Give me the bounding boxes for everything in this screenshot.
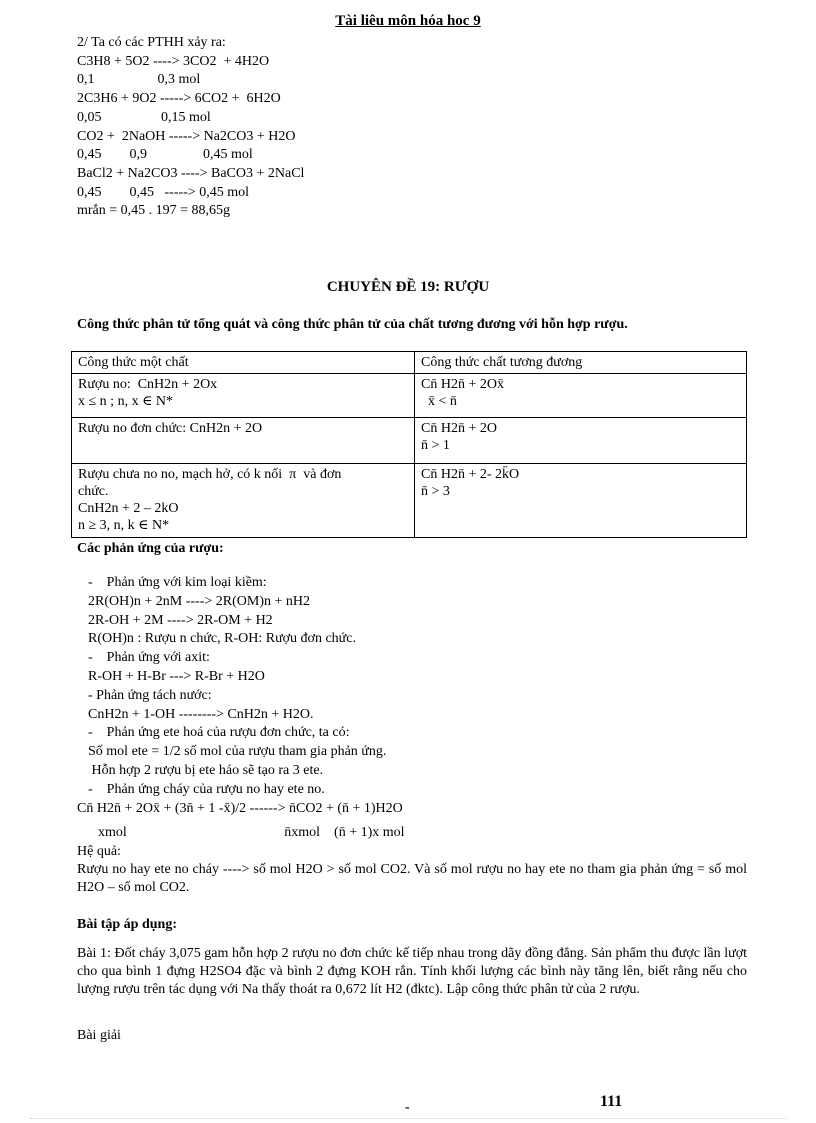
combustion-moles: xmol n̄xmol (n̄ + 1)x mol xyxy=(98,825,405,840)
intro-line: 0,45 0,9 0,45 mol xyxy=(77,147,253,163)
reaction-line: Số mol ete = 1/2 số mol của rượu tham gia phản ứng. xyxy=(88,744,387,760)
cell-line: Cn̄ H2n̄ + 2Ox̄ xyxy=(421,377,504,392)
reaction-line: R(OH)n : Rượu n chức, R-OH: Rượu đơn chức. xyxy=(88,631,356,647)
cell-line: n̄ > 1 xyxy=(421,438,450,453)
table-cell xyxy=(415,374,747,418)
cell-line: Cn̄ H2n̄ + 2O xyxy=(421,421,497,436)
cell-line: Rượu no: CnH2n + 2Ox xyxy=(78,377,218,392)
reaction-line: CnH2n + 1-OH --------> CnH2n + H2O. xyxy=(88,706,314,722)
reaction-line: - Phản ứng ete hoá của rượu đơn chức, ta có: xyxy=(88,725,350,741)
intro-line: C3H8 + 5O2 ----> 3CO2 + 4H2O xyxy=(77,53,270,69)
exercises-heading: Bài tập áp dụng: xyxy=(77,917,177,932)
reaction-line: Hỗn hợp 2 rượu bị ete háo sẽ tạo ra 3 ete. xyxy=(88,763,324,778)
table-cell xyxy=(72,374,415,418)
cell-line: CnH2n + 2 – 2kO xyxy=(78,501,179,516)
solution-label: Bài giải xyxy=(77,1028,121,1043)
intro-line: 2C3H6 + 9O2 -----> 6CO2 + 6H2O xyxy=(77,91,281,107)
table-row xyxy=(72,464,747,538)
page-number: 111 xyxy=(600,1093,623,1110)
footer-dash: - xyxy=(405,1100,410,1115)
reactions-heading: Các phản ứng của rượu: xyxy=(77,541,224,556)
reaction-line: 2R-OH + 2M ----> 2R-OM + H2 xyxy=(88,612,273,628)
table-header: Công thức một chất xyxy=(72,352,415,374)
cell-line: n̄ > 3 xyxy=(421,484,450,499)
reaction-line: R-OH + H-Br ---> R-Br + H2O xyxy=(88,669,265,684)
intro-line: CO2 + 2NaOH -----> Na2CO3 + H2O xyxy=(77,128,296,144)
formula-table xyxy=(71,351,747,538)
table-row xyxy=(72,418,747,464)
reaction-line: - Phản ứng với axit: xyxy=(88,650,210,666)
consequence-text: Rượu no hay ete no cháy ----> số mol H2O > số mol CO2. Và số mol rượu no hay ete no tham gia phản ứng = số mol H2O – số mol CO2. xyxy=(77,862,747,895)
cell-line: Cn̄ H2n̄ + 2- 2k̄O xyxy=(421,467,520,482)
intro-line: 0,1 0,3 mol xyxy=(77,72,201,88)
footer-line xyxy=(30,1118,786,1119)
reaction-line: - Phản ứng với kim loại kiềm: xyxy=(88,575,267,590)
table-cell xyxy=(415,418,747,464)
reaction-line: - Phản ứng tách nước: xyxy=(88,687,212,703)
intro-line: BaCl2 + Na2CO3 ----> BaCO3 + 2NaCl xyxy=(77,165,305,181)
cell-line: x̄ < n̄ xyxy=(421,394,457,409)
cell-line: n ≥ 3, n, k ∈ N* xyxy=(78,518,170,533)
cell-line: Rượu chưa no no, mạch hở, có k nối π và đơn xyxy=(78,467,342,482)
table-cell xyxy=(415,464,747,538)
intro-line: 2/ Ta có các PTHH xảy ra: xyxy=(77,35,226,50)
table-header: Công thức chất tương đương xyxy=(415,352,747,374)
table-cell xyxy=(72,464,415,538)
subtitle: Công thức phân tử tổng quát và công thức phân tử của chất tương đương với hỗn hợp rượu. xyxy=(77,317,628,332)
intro-line: 0,05 0,15 mol xyxy=(77,109,211,125)
table-row xyxy=(72,374,747,418)
cell-line: chức. xyxy=(78,484,109,499)
reaction-line: - Phản ứng cháy của rượu no hay ete no. xyxy=(88,781,325,797)
exercise-1: Bài 1: Đốt cháy 3,075 gam hỗn hợp 2 rượu no đơn chức kế tiếp nhau trong dãy đồng đẳng. Sản phẩm thu được lần lượt cho qua bình 1 đựng H2SO4 đặc và bình 2 đựng KOH rắn. Tính khối lượng các bình này tăng lên, biết rằng nếu cho lượng rượu trên tác dụng với Na thấy thoát ra 0,672 lít H2 (đktc). Lập công thức phân tử của 2 rượu. xyxy=(77,946,747,997)
combustion-equation: Cn̄ H2n̄ + 2Ox̄ + (3n̄ + 1 -x̄)/2 ------> n̄CO2 + (n̄ + 1)H2O xyxy=(77,801,403,816)
intro-line: 0,45 0,45 -----> 0,45 mol xyxy=(77,184,249,200)
cell-line: x ≤ n ; n, x ∈ N* xyxy=(78,394,174,409)
intro-line: mrắn = 0,45 . 197 = 88,65g xyxy=(77,203,231,219)
chapter-title: CHUYÊN ĐỀ 19: RƯỢU xyxy=(326,279,490,295)
reaction-line: 2R(OH)n + 2nM ----> 2R(OM)n + nH2 xyxy=(88,593,310,609)
page-header: Tài liêu môn hóa hoc 9 xyxy=(335,13,481,29)
consequence-label: Hệ quả: xyxy=(77,844,121,859)
cell-line: Rượu no đơn chức: CnH2n + 2O xyxy=(78,421,263,436)
table-cell xyxy=(72,418,415,464)
